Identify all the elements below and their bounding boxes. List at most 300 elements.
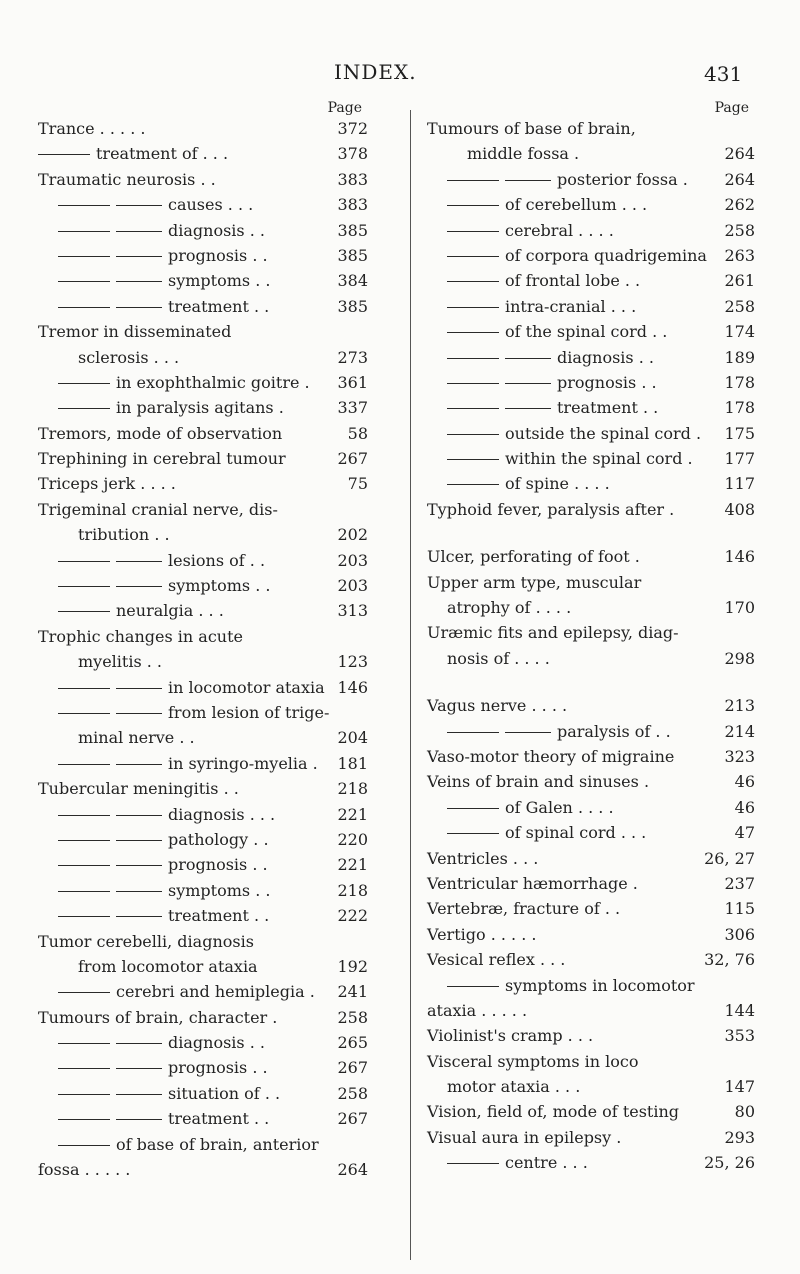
ditto-dash — [116, 231, 162, 232]
index-entry-text — [38, 116, 145, 141]
ditto-dash — [116, 1094, 162, 1095]
index-entry-page: 265 — [337, 1033, 368, 1053]
ditto-dash — [58, 815, 110, 816]
ditto-dash — [505, 732, 551, 733]
index-entry-page: 385 — [337, 296, 368, 316]
index-entry-text — [447, 820, 646, 845]
index-entry-page: 306 — [724, 924, 755, 944]
index-entry-page: 264 — [337, 1160, 368, 1180]
index-entry-text — [427, 497, 674, 522]
index-entry — [38, 903, 368, 928]
ditto-dash — [447, 180, 499, 181]
entry-label: motor ataxia . . . — [447, 1077, 581, 1097]
index-entry-text — [58, 1132, 319, 1157]
entry-label: Tumours of brain, character . — [38, 1007, 278, 1027]
ditto-dash — [447, 484, 499, 485]
entry-label: atrophy of . . . . — [447, 598, 572, 618]
index-entry-text — [58, 979, 315, 1004]
entry-label: of spine . . . . — [505, 474, 610, 494]
index-entry-text — [58, 675, 325, 700]
ditto-dash — [447, 358, 499, 359]
index-entry-text — [58, 1106, 269, 1131]
index-entry — [38, 954, 368, 979]
ditto-dash — [58, 1068, 110, 1069]
index-entry — [427, 218, 755, 243]
index-entry-text — [38, 167, 216, 192]
index-entry-text — [38, 1157, 130, 1182]
ditto-dash — [447, 205, 499, 206]
index-entry-page: 192 — [337, 956, 368, 976]
index-entry — [38, 573, 368, 598]
index-entry-text — [58, 268, 270, 293]
entry-label: Tumours of base of brain, — [427, 119, 636, 138]
ditto-dash — [58, 205, 110, 206]
index-entry-text — [427, 896, 620, 921]
index-entry — [427, 973, 755, 998]
entry-label: Tremors, mode of observation — [38, 423, 283, 443]
ditto-dash — [116, 916, 162, 917]
index-entry-text — [447, 319, 667, 344]
entry-label: Violinist's cramp . . . — [427, 1026, 594, 1046]
entry-label: of spinal cord . . . — [505, 823, 647, 843]
index-entry — [38, 446, 368, 471]
index-entry — [427, 141, 755, 166]
entry-label: within the spinal cord . — [505, 449, 693, 469]
index-entry — [38, 1132, 368, 1157]
index-entry-text — [58, 878, 270, 903]
entry-label: Trephining in cerebral tumour — [38, 449, 286, 469]
ditto-dash — [447, 383, 499, 384]
index-entry — [427, 820, 755, 845]
ditto-dash — [116, 865, 162, 866]
index-entry-page: 203 — [337, 576, 368, 596]
index-entry — [427, 370, 755, 395]
index-entry-page: 313 — [337, 601, 368, 621]
ditto-dash — [505, 408, 551, 409]
index-entry-page: 258 — [724, 220, 755, 240]
entry-label: Uræmic fits and epilepsy, diag- — [427, 623, 679, 643]
index-entry-text — [447, 973, 695, 998]
ditto-dash — [116, 256, 162, 257]
index-entry-text — [447, 421, 701, 446]
index-entry-page: 293 — [724, 1127, 755, 1147]
entry-label: middle fossa . — [467, 144, 580, 164]
index-entry-page: 203 — [337, 550, 368, 570]
entry-label: Vision, field of, mode of testing — [427, 1102, 680, 1122]
index-entry — [38, 116, 368, 141]
index-entry-text — [447, 167, 688, 192]
ditto-dash — [116, 764, 162, 765]
entry-label: in exophthalmic goitre . — [116, 372, 310, 392]
index-entry — [427, 1125, 755, 1150]
entry-label: symptoms in locomotor — [505, 975, 695, 995]
ditto-dash — [447, 459, 499, 460]
entry-label: intra-cranial . . . — [505, 296, 637, 316]
index-entry-text — [78, 725, 195, 750]
index-entry — [427, 446, 755, 471]
index-entry — [427, 268, 755, 293]
index-entry-text — [58, 751, 318, 776]
index-entry — [38, 929, 368, 954]
index-entry-text — [58, 294, 269, 319]
entry-label: diagnosis . . — [168, 220, 265, 240]
index-entry — [38, 700, 368, 725]
index-entry-text — [427, 693, 567, 718]
page-column-label: Page — [327, 100, 362, 116]
index-entry-page: 178 — [724, 372, 755, 392]
index-entry — [427, 1023, 755, 1048]
index-entry — [38, 878, 368, 903]
index-entry-page: 181 — [337, 753, 368, 773]
index-entry-text — [78, 522, 170, 547]
ditto-dash — [58, 713, 110, 714]
index-entry — [427, 243, 755, 268]
index-entry — [38, 218, 368, 243]
index-entry-page: 147 — [724, 1077, 755, 1097]
index-entry-page: 80 — [734, 1102, 755, 1122]
index-entry — [427, 116, 755, 141]
entry-label: Vaso-motor theory of migraine — [427, 746, 675, 766]
entry-label: in syringo-myelia . — [168, 753, 318, 773]
index-entry — [427, 345, 755, 370]
index-entry-text — [447, 370, 657, 395]
ditto-dash — [58, 764, 110, 765]
index-entry — [427, 744, 755, 769]
index-entry — [38, 294, 368, 319]
entry-label: pathology . . — [168, 829, 269, 849]
index-entry-page: 204 — [337, 728, 368, 748]
index-entry — [38, 1106, 368, 1131]
index-entry-text — [38, 471, 176, 496]
entry-label: of corpora quadrigemina — [505, 245, 707, 265]
ditto-dash — [116, 561, 162, 562]
index-entry-text — [58, 852, 268, 877]
page-column-label: Page — [714, 100, 749, 116]
index-entry — [38, 421, 368, 446]
ditto-dash — [447, 281, 499, 282]
entry-label: myelitis . . — [78, 652, 163, 672]
ditto-dash — [58, 840, 110, 841]
index-entry-text — [427, 544, 640, 569]
index-entry — [427, 1099, 755, 1124]
entry-label: of the spinal cord . . — [505, 322, 668, 342]
index-entry-text — [447, 646, 550, 671]
index-entry — [38, 268, 368, 293]
index-entry — [38, 1030, 368, 1055]
index-entry — [427, 947, 755, 972]
index-entry-list — [38, 116, 368, 1182]
index-entry-page: 47 — [734, 823, 755, 843]
index-entry — [38, 141, 368, 166]
ditto-dash — [505, 383, 551, 384]
entry-label: Upper arm type, muscular — [427, 572, 642, 592]
index-entry-page: 385 — [337, 245, 368, 265]
index-entry-page: 174 — [724, 322, 755, 342]
index-entry-page: 25, 26 — [704, 1153, 755, 1173]
ditto-dash — [447, 408, 499, 409]
index-entry-text — [78, 649, 162, 674]
index-entry-page: 263 — [724, 245, 755, 265]
index-entry — [427, 922, 755, 947]
index-entry-page: 383 — [337, 169, 368, 189]
index-entry-page: 237 — [724, 873, 755, 893]
entry-label: Tumor cerebelli, diagnosis — [38, 931, 254, 951]
ditto-dash — [116, 688, 162, 689]
index-entry-page: 383 — [337, 195, 368, 215]
ditto-dash — [116, 713, 162, 714]
index-entry-text — [38, 421, 282, 446]
index-entry — [427, 319, 755, 344]
ditto-dash — [447, 231, 499, 232]
entry-label: paralysis of . . — [557, 721, 671, 741]
index-entry — [427, 544, 755, 569]
entry-label: Trigeminal cranial nerve, dis- — [38, 499, 278, 519]
index-entry-page: 385 — [337, 220, 368, 240]
index-entry-text — [58, 802, 275, 827]
ditto-dash — [58, 891, 110, 892]
index-entry — [38, 725, 368, 750]
index-entry-page: 146 — [337, 677, 368, 697]
index-entry-text — [467, 141, 579, 166]
index-entry-page: 267 — [337, 1058, 368, 1078]
index-entry-page: 189 — [724, 347, 755, 367]
index-column-right — [427, 100, 755, 1176]
index-entry-text — [58, 700, 329, 725]
ditto-dash — [58, 1145, 110, 1146]
index-entry — [427, 294, 755, 319]
entry-label: Vagus nerve . . . . — [427, 696, 568, 716]
column-divider — [410, 110, 411, 1260]
index-entry-text — [447, 218, 614, 243]
entry-label: diagnosis . . — [168, 1033, 265, 1053]
ditto-dash — [447, 434, 499, 435]
ditto-dash — [58, 307, 110, 308]
index-entry-page: 46 — [734, 797, 755, 817]
ditto-dash — [116, 1043, 162, 1044]
index-entry-text — [78, 954, 258, 979]
index-entry — [38, 776, 368, 801]
index-entry — [427, 769, 755, 794]
index-entry — [38, 1157, 368, 1182]
entry-label: ataxia . . . . . — [427, 1000, 528, 1020]
index-entry — [427, 795, 755, 820]
index-entry-page: 115 — [724, 899, 755, 919]
index-entry — [38, 548, 368, 573]
ditto-dash — [58, 611, 110, 612]
entry-label: Vertigo . . . . . — [427, 924, 537, 944]
index-entry — [38, 624, 368, 649]
index-entry-text — [58, 1081, 280, 1106]
entry-label: Veins of brain and sinuses . — [427, 772, 650, 792]
index-entry — [427, 167, 755, 192]
entry-label: from lesion of trige- — [168, 702, 330, 722]
index-entry-page: 218 — [337, 779, 368, 799]
index-entry-text — [38, 776, 239, 801]
index-entry — [427, 421, 755, 446]
ditto-dash — [116, 205, 162, 206]
ditto-dash — [58, 408, 110, 409]
index-entry-text — [427, 1125, 621, 1150]
index-entry — [38, 497, 368, 522]
index-entry — [38, 751, 368, 776]
entry-label: nosis of . . . . — [447, 648, 550, 668]
index-entry — [38, 345, 368, 370]
entry-label: sclerosis . . . — [78, 347, 180, 367]
entry-label: treatment of . . . — [96, 144, 229, 164]
ditto-dash — [38, 154, 90, 155]
index-entry — [427, 1150, 755, 1175]
entry-label: cerebri and hemiplegia . — [116, 982, 315, 1002]
index-entry-page: 202 — [337, 525, 368, 545]
entry-label: treatment . . — [557, 398, 659, 418]
ditto-dash — [447, 986, 499, 987]
page-header — [0, 48, 800, 88]
ditto-dash — [447, 332, 499, 333]
index-entry-text — [38, 497, 278, 522]
running-title: INDEX. — [334, 60, 417, 84]
ditto-dash — [58, 586, 110, 587]
index-entry — [38, 192, 368, 217]
ditto-dash — [116, 281, 162, 282]
index-entry-page: 221 — [337, 855, 368, 875]
entry-label: causes . . . — [168, 195, 254, 215]
index-entry-page: 46 — [734, 772, 755, 792]
ditto-dash — [447, 307, 499, 308]
section-gap — [427, 671, 755, 693]
index-entry-text — [427, 116, 636, 141]
ditto-dash — [447, 1163, 499, 1164]
index-entry-page: 178 — [724, 398, 755, 418]
entry-label: posterior fossa . — [557, 169, 688, 189]
index-entry-page: 213 — [724, 696, 755, 716]
page-number: 431 — [704, 62, 743, 86]
index-entry-page: 273 — [337, 347, 368, 367]
index-entry-page: 214 — [724, 721, 755, 741]
entry-label: treatment . . — [168, 906, 270, 926]
index-entry-page: 177 — [724, 449, 755, 469]
index-entry-page: 175 — [724, 423, 755, 443]
index-entry-text — [427, 769, 649, 794]
index-entry — [38, 802, 368, 827]
index-entry-text — [427, 846, 538, 871]
ditto-dash — [447, 808, 499, 809]
index-entry — [427, 395, 755, 420]
index-entry-text — [447, 192, 647, 217]
ditto-dash — [58, 561, 110, 562]
index-entry-text — [447, 595, 571, 620]
index-entry — [427, 192, 755, 217]
ditto-dash — [505, 358, 551, 359]
index-entry — [38, 167, 368, 192]
entry-label: prognosis . . — [557, 372, 657, 392]
index-entry-page: 264 — [724, 144, 755, 164]
index-entry-page: 220 — [337, 829, 368, 849]
ditto-dash — [58, 916, 110, 917]
entry-label: Trance . . . . . — [38, 119, 146, 138]
index-entry-text — [58, 598, 224, 623]
index-entry-page: 222 — [337, 906, 368, 926]
entry-label: Vertebræ, fracture of . . — [427, 899, 621, 919]
entry-label: Ventricles . . . — [427, 848, 539, 868]
entry-label: prognosis . . — [168, 1058, 268, 1078]
ditto-dash — [116, 586, 162, 587]
index-entry — [38, 243, 368, 268]
index-entry — [427, 998, 755, 1023]
index-entry-text — [447, 471, 610, 496]
index-entry-page: 264 — [724, 169, 755, 189]
index-entry-page: 258 — [337, 1083, 368, 1103]
index-entry — [38, 979, 368, 1004]
index-entry-text — [447, 719, 671, 744]
index-entry-text — [58, 395, 284, 420]
index-entry-text — [427, 1099, 679, 1124]
entry-label: Trophic changes in acute — [38, 626, 243, 646]
index-entry-text — [427, 998, 527, 1023]
ditto-dash — [116, 840, 162, 841]
index-entry — [427, 871, 755, 896]
index-entry-text — [447, 345, 654, 370]
ditto-dash — [447, 833, 499, 834]
index-entry-page: 75 — [347, 474, 368, 494]
index-entry — [38, 827, 368, 852]
entry-label: Ventricular hæmorrhage . — [427, 873, 638, 893]
entry-label: in paralysis agitans . — [116, 398, 284, 418]
index-entry-page: 267 — [337, 449, 368, 469]
entry-label: treatment . . — [168, 1109, 270, 1129]
index-entry-text — [447, 294, 636, 319]
index-entry — [427, 719, 755, 744]
index-entry — [38, 675, 368, 700]
index-entry-page: 258 — [724, 296, 755, 316]
entry-label: diagnosis . . — [557, 347, 654, 367]
index-entry-page: 372 — [337, 119, 368, 138]
index-entry — [38, 370, 368, 395]
index-entry — [427, 570, 755, 595]
index-entry-text — [38, 319, 231, 344]
index-entry-text — [58, 548, 265, 573]
entry-label: prognosis . . — [168, 855, 268, 875]
entry-label: symptoms . . — [168, 271, 271, 291]
index-entry-page: 361 — [337, 372, 368, 392]
index-entry-text — [447, 243, 707, 268]
entry-label: situation of . . — [168, 1083, 281, 1103]
index-entry-page: 221 — [337, 804, 368, 824]
index-entry-text — [427, 871, 638, 896]
index-entry — [427, 620, 755, 645]
index-entry-text — [447, 395, 658, 420]
index-entry — [38, 522, 368, 547]
entry-label: Traumatic neurosis . . — [38, 169, 216, 189]
index-entry-page: 58 — [347, 423, 368, 443]
index-entry-text — [58, 903, 269, 928]
index-entry — [427, 1049, 755, 1074]
index-entry-text — [58, 370, 310, 395]
index-entry-text — [427, 744, 674, 769]
index-entry-page: 117 — [724, 474, 755, 494]
index-entry-list — [427, 116, 755, 1176]
entry-label: Tremor in disseminated — [38, 322, 232, 342]
ditto-dash — [58, 1094, 110, 1095]
ditto-dash — [58, 231, 110, 232]
index-entry-page: 378 — [337, 144, 368, 164]
entry-label: symptoms . . — [168, 576, 271, 596]
index-entry-text — [427, 570, 641, 595]
ditto-dash — [505, 180, 551, 181]
index-entry-page: 261 — [724, 271, 755, 291]
index-entry — [427, 646, 755, 671]
index-entry-page: 384 — [337, 271, 368, 291]
ditto-dash — [116, 891, 162, 892]
